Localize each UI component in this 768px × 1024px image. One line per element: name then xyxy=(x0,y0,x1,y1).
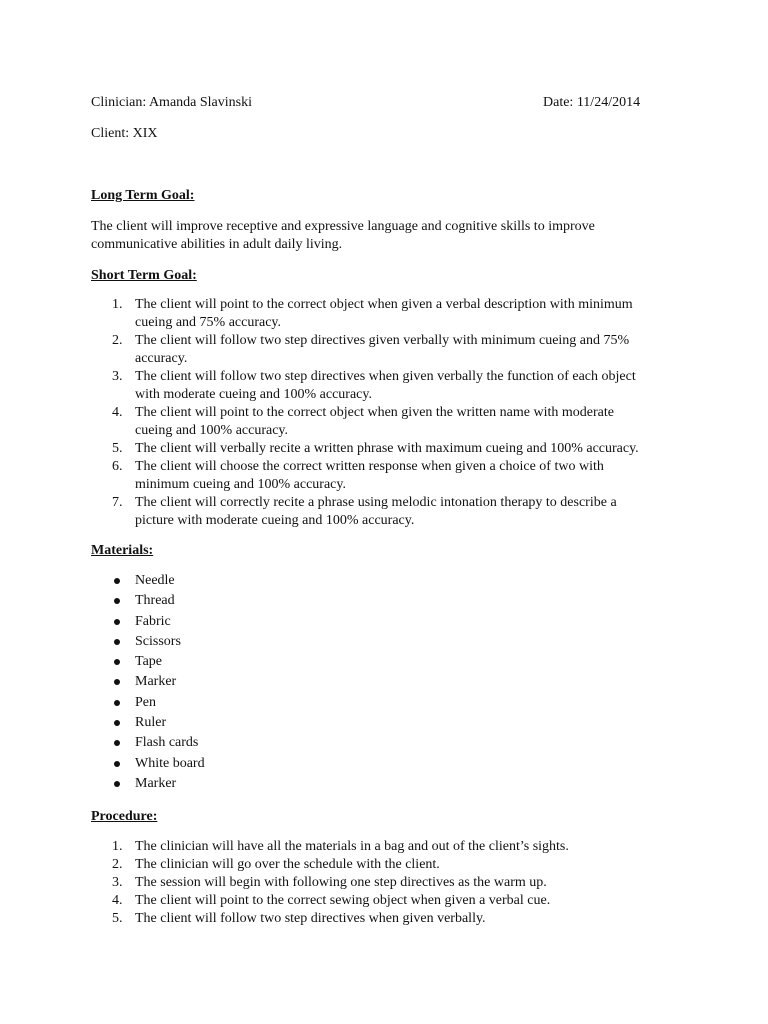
list-item xyxy=(91,838,691,856)
materials-list xyxy=(91,571,491,794)
material-name: Tape xyxy=(135,654,163,670)
short-term-goal-list xyxy=(91,296,691,530)
list-item-line: The clinician will go over the schedule with the client. xyxy=(135,857,440,872)
material-name: Thread xyxy=(135,593,175,609)
list-number: 6. xyxy=(112,459,123,474)
list-item xyxy=(91,612,491,632)
long-term-goal-line-2: communicative abilities in adult daily living. xyxy=(91,237,343,252)
list-number: 7. xyxy=(112,495,123,510)
header-row xyxy=(91,94,691,112)
list-number: 2. xyxy=(112,857,123,872)
material-name: Marker xyxy=(135,674,177,690)
list-number: 1. xyxy=(112,839,123,854)
material-name: Scissors xyxy=(135,633,181,649)
list-item-line: cueing and 75% accuracy. xyxy=(135,315,282,330)
list-item-line: The client will verbally recite a written phrase with maximum cueing and 100% accuracy. xyxy=(135,441,639,456)
list-item-line: The client will correctly recite a phrase using melodic intonation therapy to describe a xyxy=(135,495,617,510)
material-name: Pen xyxy=(135,694,156,710)
client-id: Client: XIX xyxy=(91,126,158,141)
list-item xyxy=(91,733,491,753)
list-item-line: The clinician will have all the materials in a bag and out of the client’s sights. xyxy=(135,839,569,854)
list-item xyxy=(91,910,691,928)
bullet-icon xyxy=(114,761,120,767)
long-term-goal-heading: Long Term Goal: xyxy=(91,188,195,203)
short-term-goal-heading: Short Term Goal: xyxy=(91,268,197,283)
list-item xyxy=(91,440,691,458)
list-item xyxy=(91,296,691,332)
list-number: 2. xyxy=(112,333,123,348)
list-item-line: The client will point to the correct sewing object when given a verbal cue. xyxy=(135,893,551,908)
material-name: White board xyxy=(135,755,205,771)
list-item xyxy=(91,693,491,713)
long-term-goal-text xyxy=(91,218,681,254)
list-number: 1. xyxy=(112,297,123,312)
list-number: 3. xyxy=(112,875,123,890)
bullet-icon xyxy=(114,639,120,645)
list-item xyxy=(91,874,691,892)
list-item-line: minimum cueing and 100% accuracy. xyxy=(135,477,346,492)
list-item xyxy=(91,458,691,494)
list-item-line: The client will follow two step directives when given verbally. xyxy=(135,911,486,926)
list-item xyxy=(91,713,491,733)
bullet-icon xyxy=(114,578,120,584)
clinician-name: Clinician: Amanda Slavinski xyxy=(91,95,252,110)
list-number: 3. xyxy=(112,369,123,384)
list-item xyxy=(91,652,491,672)
materials-heading: Materials: xyxy=(91,543,154,558)
list-item xyxy=(91,856,691,874)
list-item-line: cueing and 100% accuracy. xyxy=(135,423,289,438)
material-name: Fabric xyxy=(135,613,171,629)
list-item xyxy=(91,774,491,794)
list-item-line: accuracy. xyxy=(135,351,188,366)
bullet-icon xyxy=(114,781,120,787)
list-item-line: The client will choose the correct written response when given a choice of two with xyxy=(135,459,604,474)
bullet-icon xyxy=(114,598,120,604)
list-item xyxy=(91,332,691,368)
list-item-line: The session will begin with following one step directives as the warm up. xyxy=(135,875,547,890)
material-name: Flash cards xyxy=(135,735,199,751)
bullet-icon xyxy=(114,619,120,625)
material-name: Ruler xyxy=(135,715,167,731)
bullet-icon xyxy=(114,700,120,706)
session-date: Date: 11/24/2014 xyxy=(543,95,641,110)
list-item xyxy=(91,892,691,910)
list-item xyxy=(91,368,691,404)
list-item-line: The client will follow two step directives when given verbally the function of each object xyxy=(135,369,636,384)
long-term-goal-line-1: The client will improve receptive and expressive language and cognitive skills to improve xyxy=(91,219,595,234)
list-item xyxy=(91,404,691,440)
list-item-line: The client will point to the correct object when given a verbal description with minimum xyxy=(135,297,633,312)
list-item-line: with moderate cueing and 100% accuracy. xyxy=(135,387,372,402)
list-item xyxy=(91,571,491,591)
list-number: 5. xyxy=(112,911,123,926)
list-number: 5. xyxy=(112,441,123,456)
procedure-heading: Procedure: xyxy=(91,809,158,824)
list-item-line: The client will follow two step directives given verbally with minimum cueing and 75% xyxy=(135,333,630,348)
list-item xyxy=(91,494,691,530)
list-item xyxy=(91,754,491,774)
list-item-line: The client will point to the correct object when given the written name with moderate xyxy=(135,405,614,420)
procedure-list xyxy=(91,838,691,928)
bullet-icon xyxy=(114,659,120,665)
list-item-line: picture with moderate cueing and 100% accuracy. xyxy=(135,513,415,528)
list-item xyxy=(91,672,491,692)
material-name: Marker xyxy=(135,775,177,791)
list-item xyxy=(91,632,491,652)
bullet-icon xyxy=(114,720,120,726)
list-number: 4. xyxy=(112,405,123,420)
bullet-icon xyxy=(114,740,120,746)
material-name: Needle xyxy=(135,573,175,588)
list-item xyxy=(91,591,491,611)
list-number: 4. xyxy=(112,893,123,908)
bullet-icon xyxy=(114,679,120,685)
